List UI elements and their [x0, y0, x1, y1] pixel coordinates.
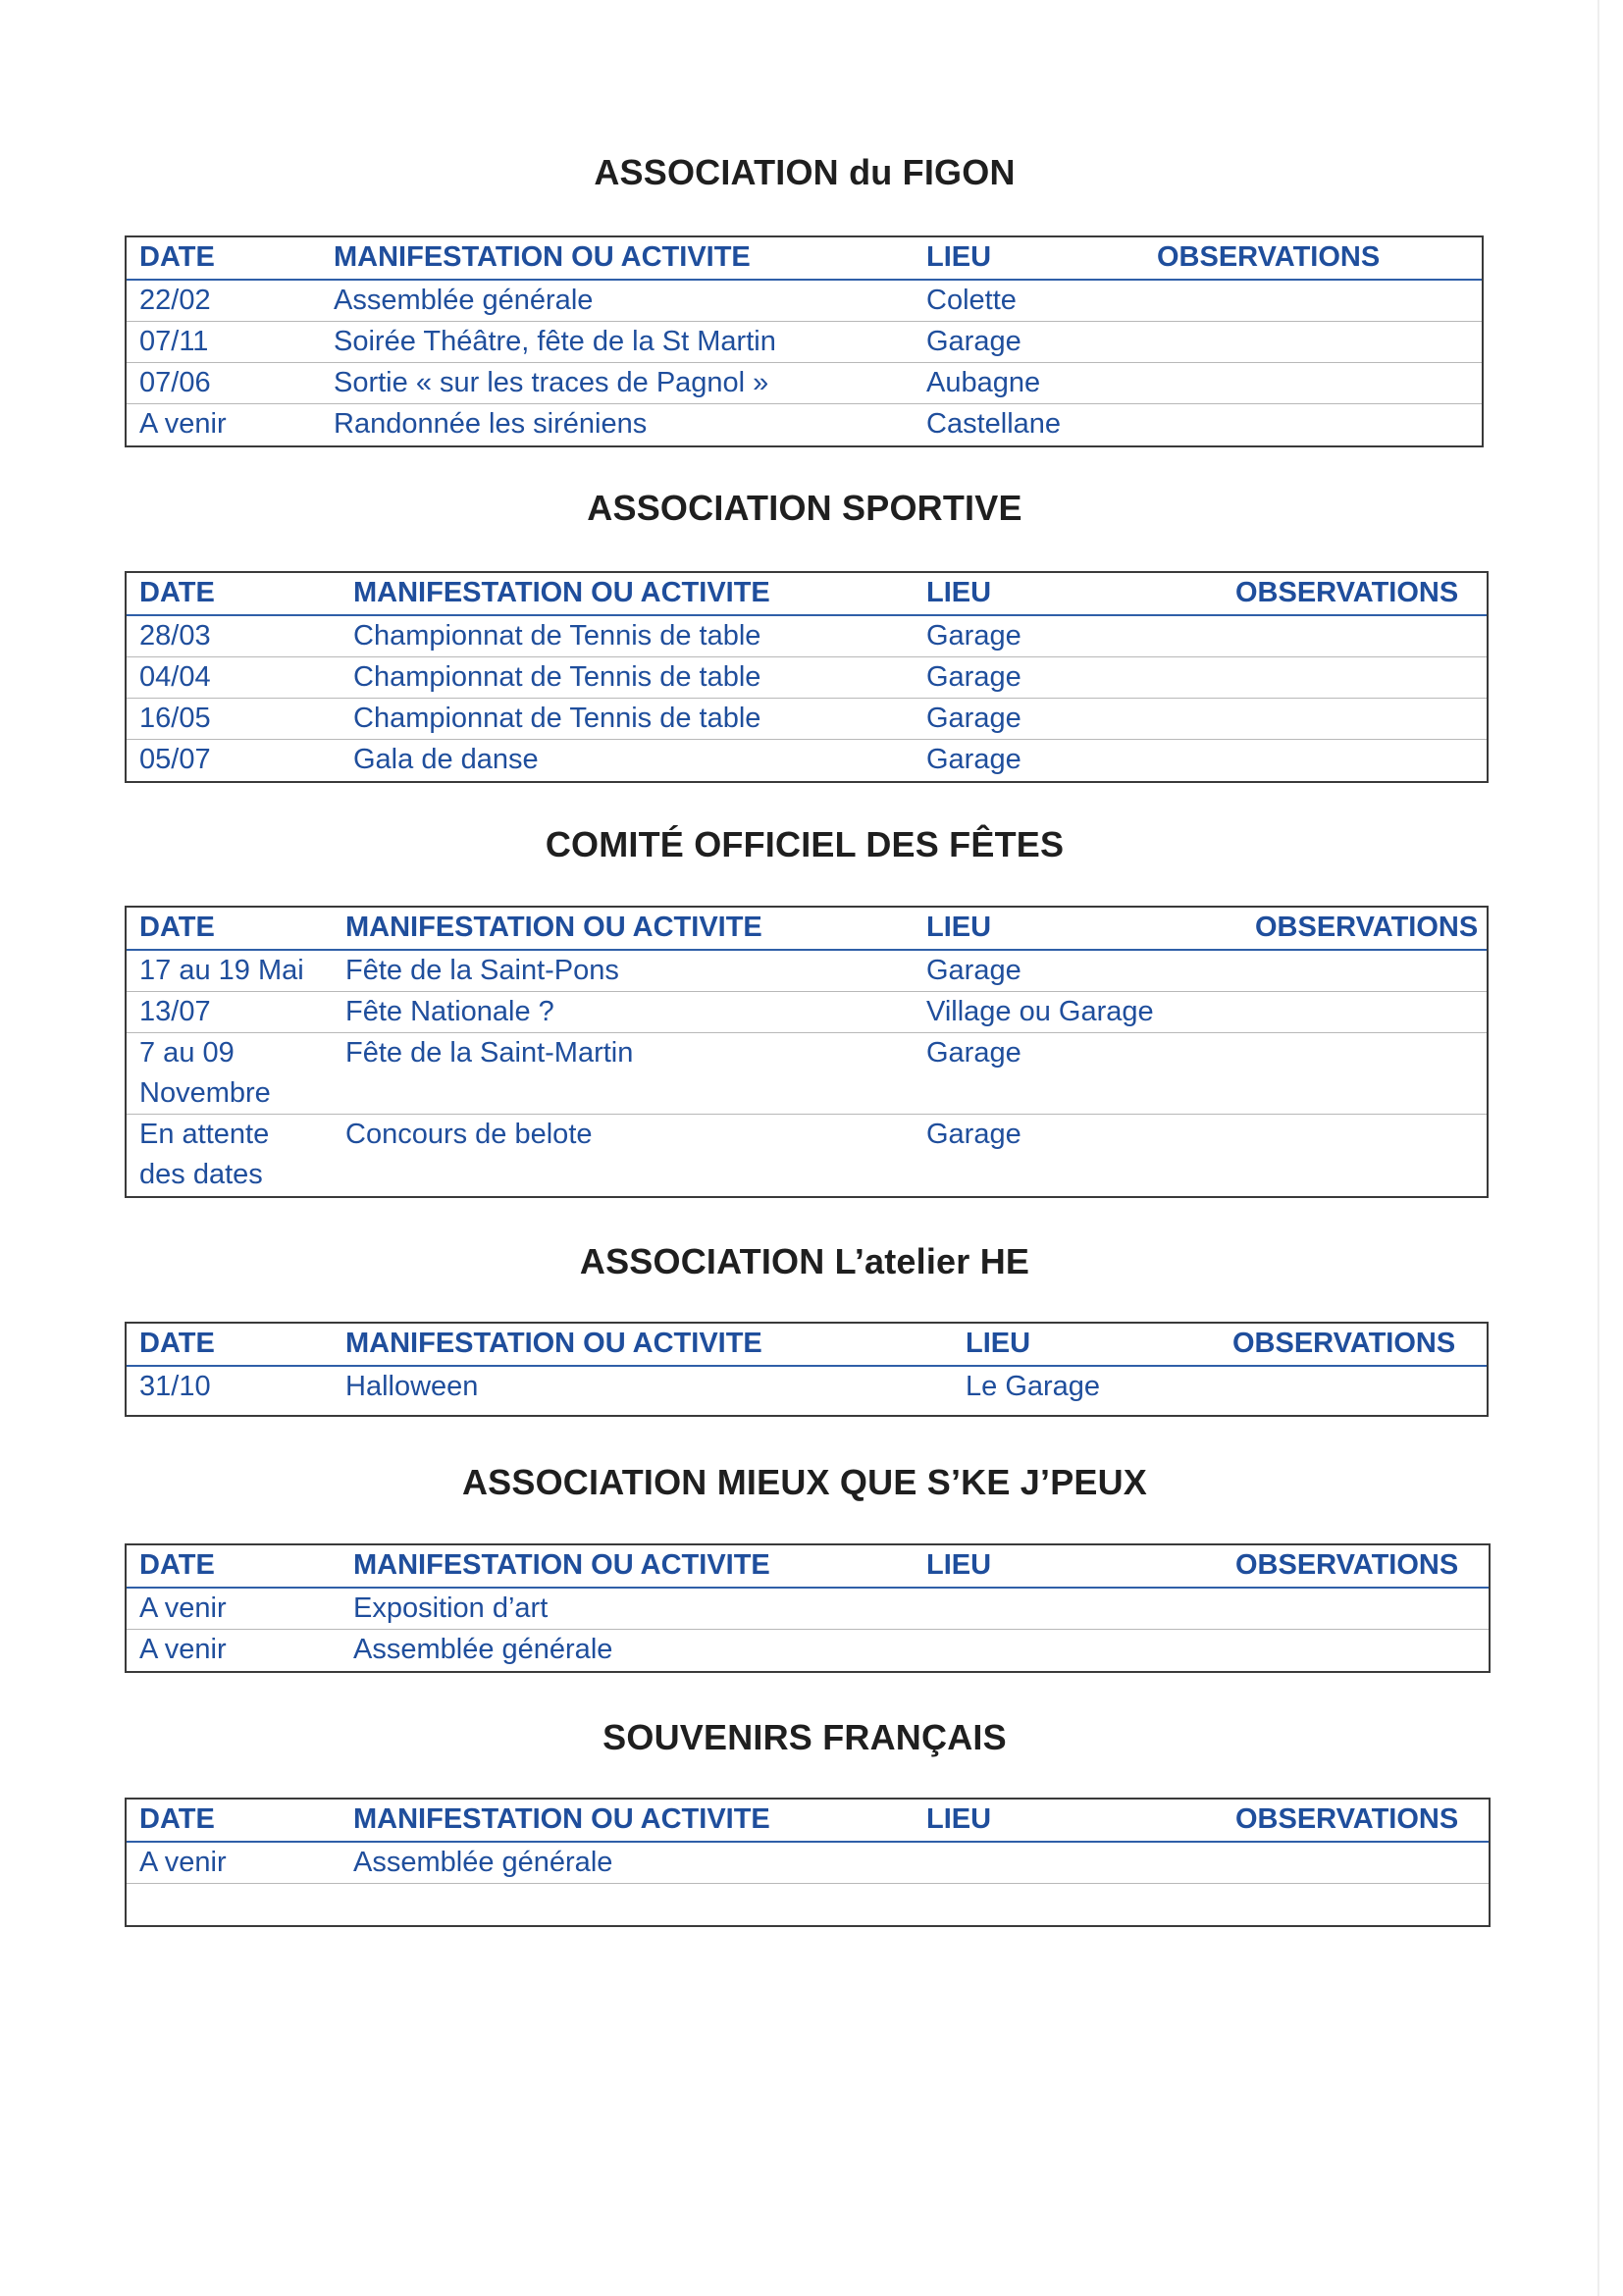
header-lieu: LIEU	[926, 577, 992, 608]
header-lieu: LIEU	[926, 912, 992, 943]
section-title-atelier-he: ASSOCIATION L’atelier HE	[579, 1241, 1030, 1281]
cell-activity: Exposition d’art	[353, 1592, 549, 1624]
table-row	[127, 1630, 1489, 1671]
table-row	[127, 616, 1487, 657]
table-row	[127, 992, 1487, 1033]
table-row	[127, 322, 1482, 363]
table-row	[127, 1843, 1489, 1884]
cell-date: A venir	[139, 1634, 227, 1665]
cell-activity: Fête de la Saint-Pons	[345, 955, 619, 986]
header-observations: OBSERVATIONS	[1232, 1328, 1456, 1359]
cell-date-line2: Novembre	[139, 1077, 271, 1109]
cell-date: 07/11	[139, 326, 209, 357]
cell-date: 16/05	[139, 703, 211, 734]
table-header-row	[127, 573, 1487, 616]
cell-lieu: Village ou Garage	[926, 996, 1154, 1027]
cell-activity: Championnat de Tennis de table	[353, 703, 761, 734]
header-observations: OBSERVATIONS	[1235, 1549, 1459, 1581]
cell-date-line2: des dates	[139, 1159, 263, 1190]
table-header-row	[127, 908, 1487, 951]
table-row	[127, 1115, 1487, 1196]
cell-lieu: Garage	[926, 1037, 1021, 1069]
cell-activity: Assemblée générale	[353, 1634, 613, 1665]
cell-date: A venir	[139, 1847, 227, 1878]
table-row-empty	[127, 1884, 1489, 1925]
cell-activity: Sortie « sur les traces de Pagnol »	[334, 367, 769, 398]
cell-lieu: Garage	[926, 744, 1021, 775]
cell-lieu: Aubagne	[926, 367, 1041, 398]
table-atelier-he	[125, 1322, 1489, 1417]
header-observations: OBSERVATIONS	[1157, 241, 1381, 273]
cell-date: A venir	[139, 1592, 227, 1624]
header-date: DATE	[139, 241, 215, 273]
cell-date: 31/10	[139, 1371, 211, 1402]
cell-activity: Fête de la Saint-Martin	[345, 1037, 634, 1069]
table-row	[127, 281, 1482, 322]
cell-activity: Soirée Théâtre, fête de la St Martin	[334, 326, 776, 357]
cell-date: 22/02	[139, 285, 211, 316]
table-row	[127, 699, 1487, 740]
section-title-figon: ASSOCIATION du FIGON	[594, 152, 1016, 192]
table-header-row	[127, 1800, 1489, 1843]
section-title-souvenirs: SOUVENIRS FRANÇAIS	[602, 1717, 1007, 1757]
cell-activity: Championnat de Tennis de table	[353, 620, 761, 652]
table-header-row	[127, 237, 1482, 281]
section-title-sportive: ASSOCIATION SPORTIVE	[587, 488, 1022, 528]
section-title-mieux-que: ASSOCIATION MIEUX QUE S’KE J’PEUX	[461, 1462, 1148, 1502]
table-sportive	[125, 571, 1489, 783]
header-activity: MANIFESTATION OU ACTIVITE	[345, 912, 762, 943]
cell-date: 04/04	[139, 661, 211, 693]
cell-lieu: Garage	[926, 955, 1021, 986]
cell-lieu: Garage	[926, 703, 1021, 734]
table-row	[127, 657, 1487, 699]
section-title-comite: COMITÉ OFFICIEL DES FÊTES	[545, 824, 1065, 864]
cell-lieu: Le Garage	[966, 1371, 1101, 1402]
cell-lieu: Castellane	[926, 408, 1062, 440]
cell-date: 05/07	[139, 744, 211, 775]
cell-activity: Fête Nationale ?	[345, 996, 554, 1027]
header-observations: OBSERVATIONS	[1255, 912, 1479, 943]
cell-date: 7 au 09	[139, 1037, 235, 1069]
cell-lieu: Garage	[926, 661, 1021, 693]
cell-activity: Concours de belote	[345, 1119, 593, 1150]
table-figon	[125, 235, 1484, 447]
header-date: DATE	[139, 577, 215, 608]
table-row	[127, 740, 1487, 781]
cell-date: 17 au 19 Mai	[139, 955, 304, 986]
cell-lieu: Garage	[926, 326, 1021, 357]
header-observations: OBSERVATIONS	[1235, 577, 1459, 608]
header-date: DATE	[139, 1803, 215, 1835]
cell-date: 13/07	[139, 996, 211, 1027]
header-activity: MANIFESTATION OU ACTIVITE	[353, 1549, 770, 1581]
header-activity: MANIFESTATION OU ACTIVITE	[353, 1803, 770, 1835]
table-mieux-que	[125, 1543, 1491, 1673]
header-date: DATE	[139, 1549, 215, 1581]
cell-date: En attente	[139, 1119, 270, 1150]
page-edge	[1597, 0, 1599, 2296]
cell-lieu: Garage	[926, 620, 1021, 652]
table-comite	[125, 906, 1489, 1198]
cell-activity: Championnat de Tennis de table	[353, 661, 761, 693]
cell-activity: Halloween	[345, 1371, 479, 1402]
header-date: DATE	[139, 912, 215, 943]
header-observations: OBSERVATIONS	[1235, 1803, 1459, 1835]
cell-activity: Randonnée les siréniens	[334, 408, 648, 440]
cell-date: A venir	[139, 408, 227, 440]
header-lieu: LIEU	[926, 1549, 992, 1581]
table-header-row	[127, 1545, 1489, 1589]
cell-activity: Assemblée générale	[334, 285, 594, 316]
table-row	[127, 363, 1482, 404]
table-row	[127, 1589, 1489, 1630]
table-souvenirs	[125, 1798, 1491, 1927]
cell-date: 28/03	[139, 620, 211, 652]
header-activity: MANIFESTATION OU ACTIVITE	[345, 1328, 762, 1359]
cell-lieu: Garage	[926, 1119, 1021, 1150]
table-row	[127, 951, 1487, 992]
table-row	[127, 404, 1482, 445]
cell-activity: Gala de danse	[353, 744, 539, 775]
header-lieu: LIEU	[966, 1328, 1031, 1359]
header-date: DATE	[139, 1328, 215, 1359]
header-lieu: LIEU	[926, 1803, 992, 1835]
table-row	[127, 1033, 1487, 1115]
cell-activity: Assemblée générale	[353, 1847, 613, 1878]
table-row	[127, 1367, 1487, 1415]
cell-date: 07/06	[139, 367, 211, 398]
header-lieu: LIEU	[926, 241, 992, 273]
table-header-row	[127, 1324, 1487, 1367]
header-activity: MANIFESTATION OU ACTIVITE	[334, 241, 751, 273]
header-activity: MANIFESTATION OU ACTIVITE	[353, 577, 770, 608]
cell-lieu: Colette	[926, 285, 1017, 316]
